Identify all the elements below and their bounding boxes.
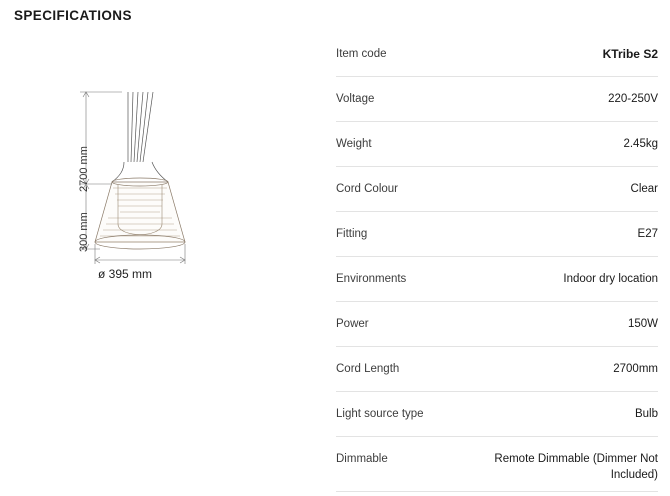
table-row bbox=[336, 46, 658, 77]
table-row bbox=[336, 316, 658, 347]
spec-key: Environments bbox=[336, 273, 407, 285]
spec-key: Voltage bbox=[336, 93, 375, 105]
spec-value: E27 bbox=[637, 228, 658, 240]
table-row bbox=[336, 181, 658, 212]
spec-value: Clear bbox=[630, 183, 658, 195]
specifications-table bbox=[336, 46, 658, 492]
dimension-label-total-height: 2700 mm bbox=[78, 146, 90, 192]
spec-key: Cord Colour bbox=[336, 183, 398, 195]
spec-key: Weight bbox=[336, 138, 372, 150]
page-title: SPECIFICATIONS bbox=[14, 8, 132, 23]
table-row bbox=[336, 451, 658, 492]
spec-value: Indoor dry location bbox=[563, 273, 658, 285]
dimension-label-diameter: ø 395 mm bbox=[98, 267, 153, 281]
product-dimension-diagram bbox=[0, 52, 330, 482]
spec-key: Cord Length bbox=[336, 363, 400, 375]
spec-value: KTribe S2 bbox=[602, 47, 658, 61]
spec-value: Remote Dimmable (Dimmer Not Included) bbox=[494, 453, 658, 481]
table-row bbox=[336, 226, 658, 257]
spec-value: 2700mm bbox=[613, 363, 658, 375]
spec-key: Fitting bbox=[336, 228, 368, 240]
spec-key: Dimmable bbox=[336, 453, 388, 465]
spec-key: Light source type bbox=[336, 408, 424, 420]
pendant-lamp-line-drawing bbox=[0, 52, 330, 482]
dimension-label-shade-height: 300 mm bbox=[78, 212, 90, 252]
table-row bbox=[336, 271, 658, 302]
spec-value: 150W bbox=[627, 318, 658, 330]
table-row bbox=[336, 136, 658, 167]
table-row bbox=[336, 91, 658, 122]
spec-value: Bulb bbox=[634, 408, 658, 420]
spec-value: 2.45kg bbox=[623, 138, 658, 150]
table-row bbox=[336, 361, 658, 392]
spec-value: 220-250V bbox=[608, 93, 658, 105]
spec-key: Power bbox=[336, 318, 369, 330]
spec-key: Item code bbox=[336, 48, 387, 60]
table-row bbox=[336, 406, 658, 437]
